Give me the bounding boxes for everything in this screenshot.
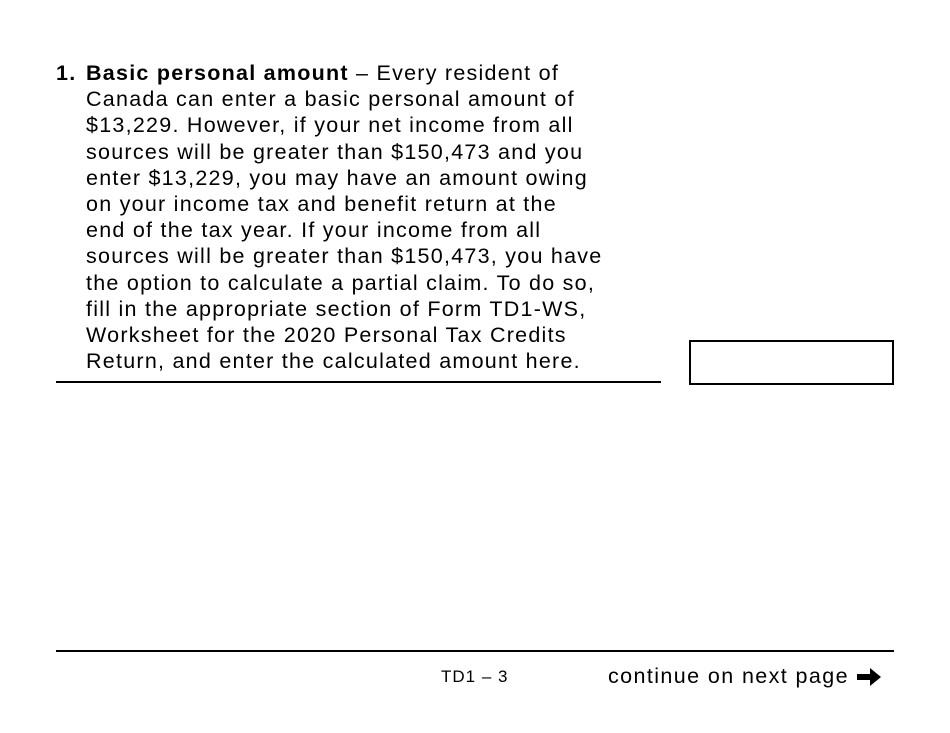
page-number: TD1 – 3 xyxy=(441,667,509,686)
item-description xyxy=(86,60,646,374)
basic-personal-amount-field[interactable] xyxy=(689,340,894,385)
footer-divider xyxy=(56,650,894,652)
item-text: – Every resident of Canada can enter a basic personal amount of $13,229. However, if your net income from all sources will be greater than $150,473 and you enter $13,229, you may have an amount owing on your income tax and benefit return at the end of the tax year. If your income from all sources will be greater than $150,473, you have the option to calculate a partial claim. To do so, fill in the appropriate section of Form TD1-WS, Worksheet for the 2020 Personal Tax Credits Return, and enter the calculated amount here. xyxy=(86,61,603,374)
arrow-right-icon xyxy=(855,665,883,689)
continue-next-page xyxy=(608,664,883,689)
item-divider xyxy=(56,381,661,383)
basic-personal-amount-item xyxy=(56,60,646,374)
continue-label: continue on next page xyxy=(608,664,849,688)
item-heading: Basic personal amount xyxy=(86,61,349,85)
item-number: 1. xyxy=(56,61,77,85)
